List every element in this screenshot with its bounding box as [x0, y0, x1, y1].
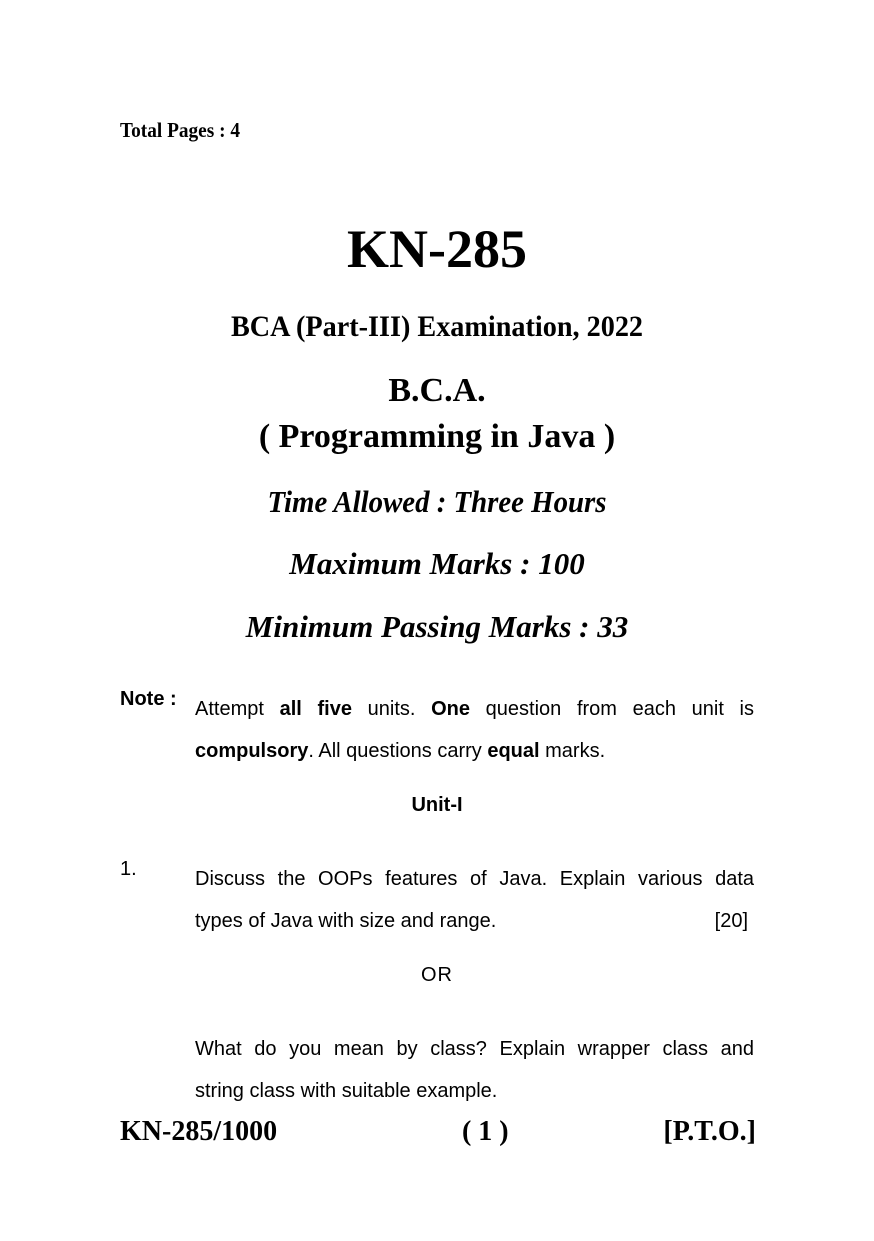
note-emphasis: One	[431, 698, 471, 720]
note-text-part: units.	[351, 698, 432, 720]
subject-title: ( Programming in Java )	[258, 418, 616, 455]
question-number: 1.	[120, 858, 137, 880]
question-text: types of Java with size and range.	[195, 910, 497, 932]
or-separator: OR	[421, 964, 453, 986]
question-1-alternative	[195, 1028, 754, 1112]
page-footer	[120, 1116, 756, 1148]
question-text-line: string class with suitable example.	[195, 1080, 498, 1102]
note-text-part: question from each unit is	[470, 698, 755, 720]
maximum-marks: Maximum Marks : 100	[289, 546, 585, 581]
note-label: Note :	[120, 688, 177, 710]
please-turn-over: [P.T.O.]	[663, 1116, 756, 1147]
page-number: ( 1 )	[461, 1116, 509, 1147]
question-marks: [20]	[714, 910, 748, 932]
question-1	[195, 858, 754, 942]
degree-title: B.C.A.	[388, 372, 486, 409]
note-text-part: Attempt	[195, 698, 280, 720]
question-text-line	[195, 900, 754, 942]
examination-title: BCA (Part-III) Examination, 2022	[230, 310, 644, 343]
question-text-line: Discuss the OOPs features of Java. Explain various data	[195, 868, 754, 890]
note-text-part: . All questions carry	[308, 740, 488, 762]
paper-code: KN-285	[347, 219, 527, 279]
note-line-2	[195, 740, 605, 762]
minimum-passing-marks: Minimum Passing Marks : 33	[245, 609, 629, 644]
question-text-line: What do you mean by class? Explain wrapper class and	[195, 1038, 754, 1060]
total-pages: Total Pages : 4	[120, 118, 241, 142]
note-line-1	[195, 688, 754, 730]
note-text	[195, 688, 754, 772]
note-emphasis: all five	[279, 698, 352, 720]
unit-title: Unit-I	[411, 794, 463, 816]
footer-code: KN-285/1000	[120, 1116, 278, 1147]
note-emphasis: equal	[487, 740, 540, 762]
time-allowed: Time Allowed : Three Hours	[267, 484, 607, 519]
note-text-part: marks.	[539, 740, 606, 762]
note-emphasis: compulsory	[195, 740, 309, 762]
